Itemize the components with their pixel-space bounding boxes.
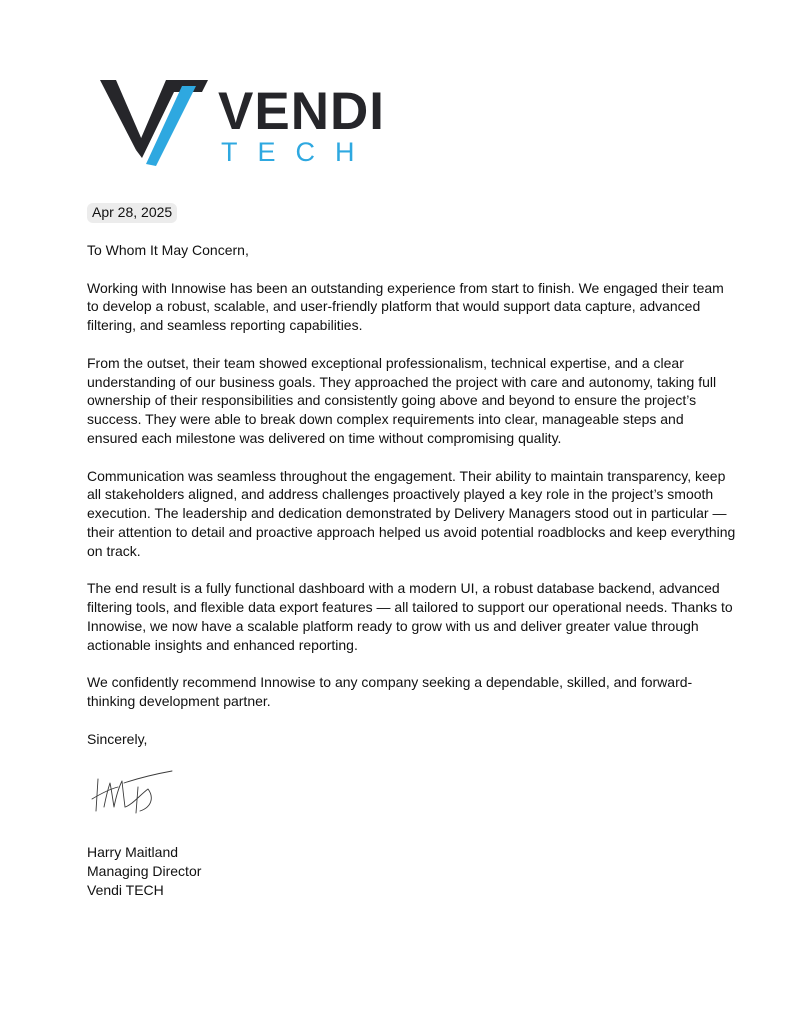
salutation: To Whom It May Concern, [87, 242, 249, 258]
logo-sub-text: TECH [221, 137, 375, 167]
signer-name: Harry Maitland [87, 844, 179, 860]
letter-body [87, 241, 737, 767]
paragraph-1: Working with Innowise has been an outstanding experience from start to finish. We engaged their team to develop a robust, scalable, and user-friendly platform that would support data capture, advanced filtering, and seamless reporting capabilities. [87, 279, 724, 334]
signer-title: Managing Director [87, 862, 202, 879]
logo-brand-text: VENDI [218, 82, 385, 141]
letter-date: Apr 28, 2025 [87, 203, 177, 223]
closing: Sincerely, [87, 730, 148, 747]
signer-company: Vendi TECH [87, 881, 164, 898]
paragraph-2: From the outset, their team showed exceptional professionalism, technical expertise, and a clear understanding of our business goals. They approached the project with care and autonomy, taking full ownership of their responsibilities and consistently going above and beyond to ensure the project’s success. They were able to break down complex requirements into clear, manageable steps and ensured each milestone was delivered on time without compromising quality. [87, 354, 717, 446]
paragraph-5: We confidently recommend Innowise to any company seeking a dependable, skilled, and forward-thinking development partner. [87, 674, 693, 710]
vendi-v-logo-icon [100, 76, 210, 168]
paragraph-3: Communication was seamless throughout the engagement. Their ability to maintain transparency, keep all stakeholders aligned, and address challenges proactively played a key role in the project’s smooth execution. The leadership and dedication demonstrated by Delivery Managers stood out in particular — their attention to detail and proactive approach helped us avoid potential roadblocks and keep everything on track. [87, 467, 736, 559]
company-logo [100, 76, 385, 168]
handwritten-signature [88, 767, 178, 819]
paragraph-4: The end result is a fully functional dashboard with a modern UI, a robust database backend, advanced filtering tools, and flexible data export features — all tailored to support our operational needs. Thanks to Innowise, we now have a scalable platform ready to grow with us and deliver greater value through actionable insights and enhanced reporting. [87, 580, 733, 653]
signer-block [87, 843, 201, 899]
